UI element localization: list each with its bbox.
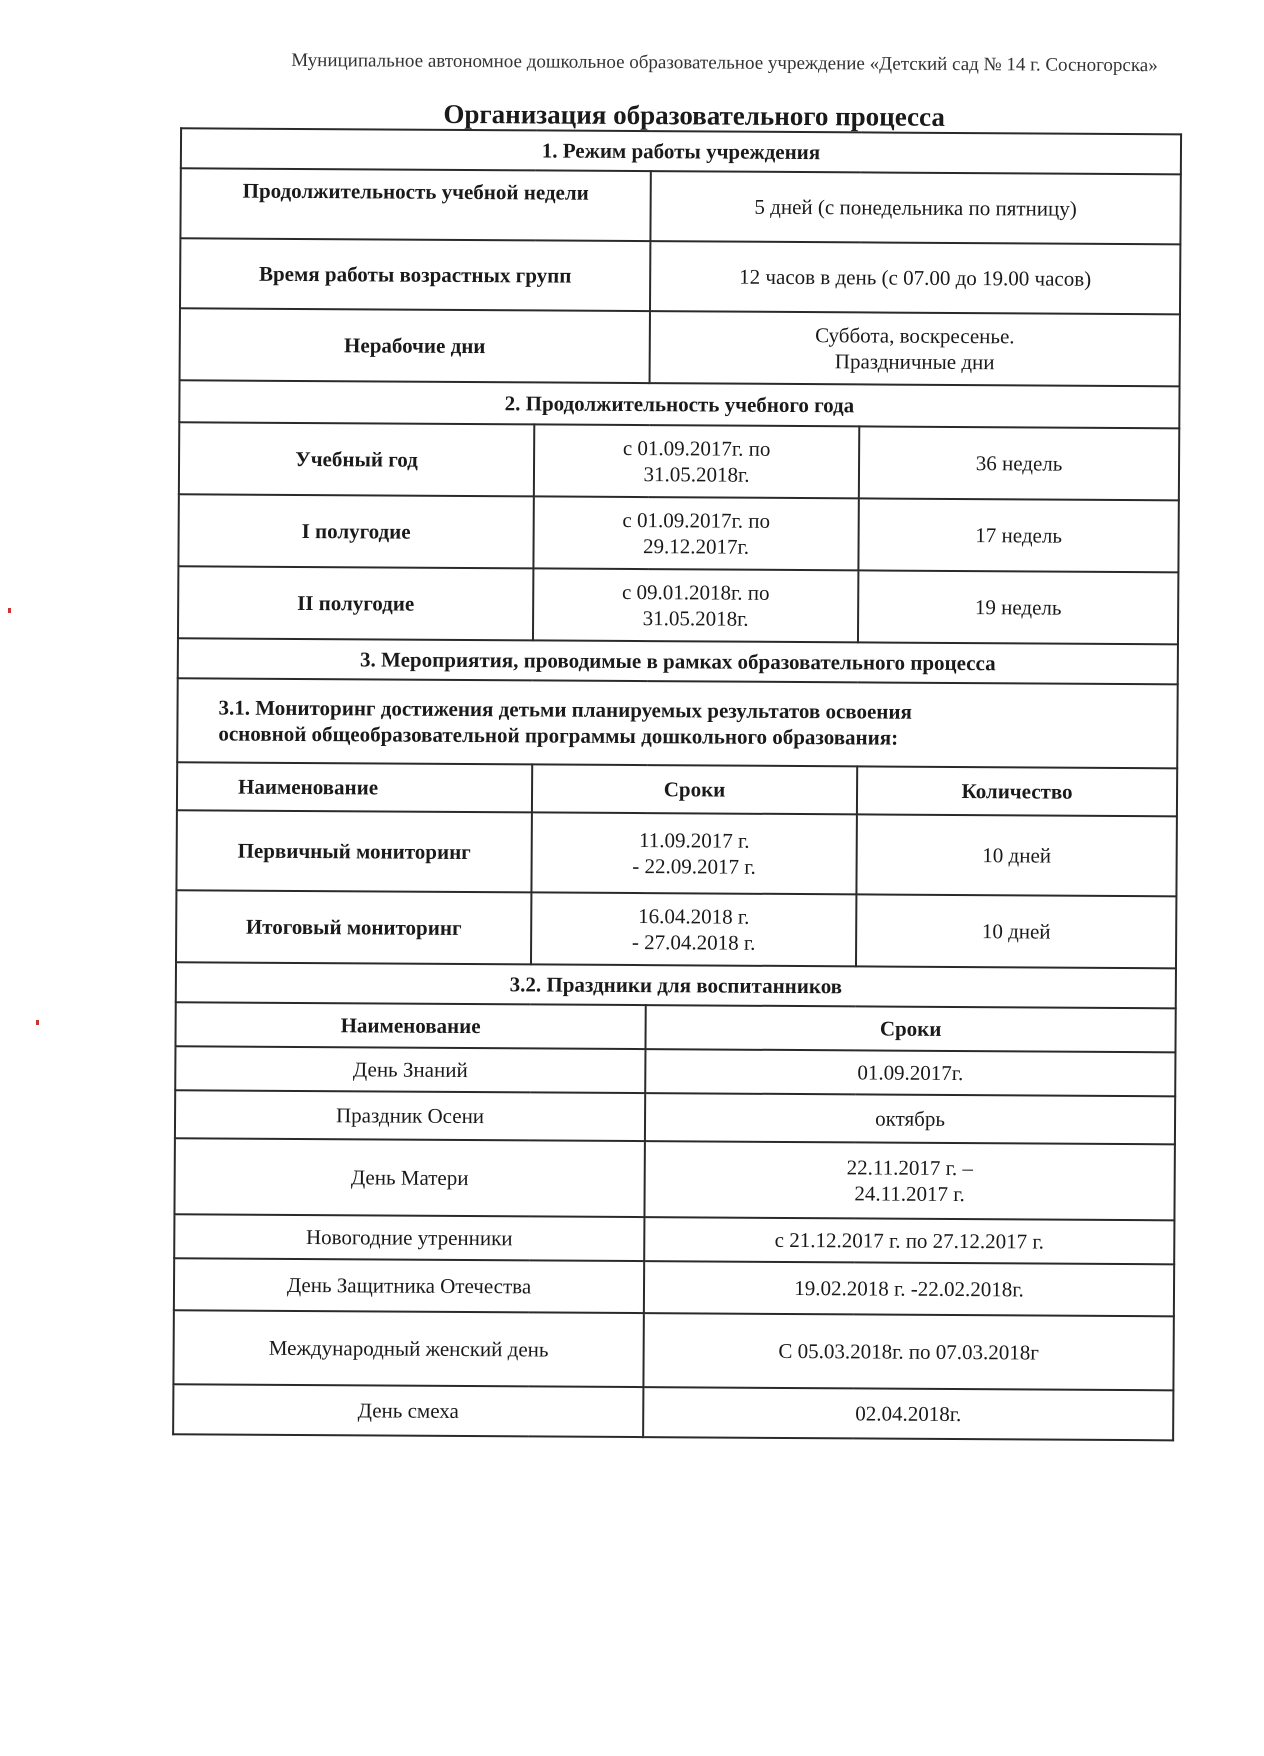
- holiday-row-7-dates: 02.04.2018г.: [643, 1387, 1173, 1440]
- holiday-row-4-dates: с 21.12.2017 г. по 27.12.2017 г.: [644, 1217, 1174, 1264]
- holiday-row-6-dates: С 05.03.2018г. по 07.03.2018г: [643, 1313, 1173, 1390]
- year-period: с 01.09.2017г. по 31.05.2018г.: [534, 424, 859, 498]
- holiday-row-1-name: День Знаний: [175, 1046, 645, 1093]
- holidays-title: 3.2. Праздники для воспитанников: [176, 962, 1176, 1008]
- holiday-row-6-name: Международный женский день: [173, 1310, 643, 1387]
- institution-header: Муниципальное автономное дошкольное образовательное учреждение «Детский сад № 14 г. Сосногорска»: [291, 49, 1158, 77]
- monitoring-row-2-dates: 16.04.2018 г. - 27.04.2018 г.: [531, 892, 856, 966]
- work-week-label: Продолжительность учебной недели: [180, 168, 650, 241]
- holiday-row-3-dates: 22.11.2017 г. – 24.11.2017 г.: [644, 1141, 1175, 1220]
- section2-title: 2. Продолжительность учебного года: [179, 380, 1179, 428]
- holiday-row-2-dates: октябрь: [645, 1093, 1175, 1144]
- year-label: Учебный год: [179, 422, 534, 496]
- monitoring-header-count: Количество: [857, 766, 1177, 816]
- monitoring-header-name: Наименование: [177, 762, 532, 812]
- process-table: [172, 127, 1182, 1441]
- scan-speck: [36, 1020, 39, 1025]
- half1-period: с 01.09.2017г. по 29.12.2017г.: [533, 496, 858, 570]
- monitoring-row-1-dates: 11.09.2017 г. - 22.09.2017 г.: [531, 812, 856, 894]
- monitoring-row-2-name: Итоговый мониторинг: [176, 890, 531, 964]
- holiday-row-5-name: День Защитника Отечества: [174, 1258, 644, 1313]
- days-off-label: Нерабочие дни: [180, 308, 650, 383]
- half2-label: II полугодие: [178, 566, 533, 640]
- section1-title: 1. Режим работы учреждения: [181, 128, 1181, 174]
- holiday-row-4-name: Новогодние утренники: [174, 1214, 644, 1261]
- monitoring-row-1-count: 10 дней: [856, 814, 1177, 896]
- holiday-row-5-dates: 19.02.2018 г. -22.02.2018г.: [644, 1261, 1174, 1316]
- holiday-row-3-name: День Матери: [174, 1138, 644, 1217]
- section3-title: 3. Мероприятия, проводимые в рамках образовательного процесса: [178, 638, 1178, 684]
- group-hours-label: Время работы возрастных групп: [180, 238, 650, 311]
- holiday-row-7-name: День смеха: [173, 1384, 643, 1437]
- half1-label: I полугодие: [178, 494, 533, 568]
- document-title: Организация образовательного процесса: [443, 98, 945, 132]
- scan-speck: [8, 608, 11, 613]
- work-week-value: 5 дней (с понедельника по пятницу): [650, 171, 1180, 244]
- days-off-value: Суббота, воскресенье. Праздничные дни: [650, 311, 1180, 386]
- holidays-header-name: Наименование: [175, 1002, 645, 1049]
- half2-duration: 19 недель: [858, 570, 1178, 644]
- monitoring-row-2-count: 10 дней: [856, 894, 1176, 968]
- monitoring-row-1-name: Первичный мониторинг: [176, 810, 531, 892]
- half1-duration: 17 недель: [858, 498, 1178, 572]
- half2-period: с 09.01.2018г. по 31.05.2018г.: [533, 568, 858, 642]
- monitoring-title: 3.1. Мониторинг достижения детьми планируемых результатов освоения основной общеобразовательной программы дошкольного образования:: [177, 678, 1178, 768]
- monitoring-header-dates: Сроки: [532, 764, 857, 814]
- holiday-row-2-name: Праздник Осени: [175, 1090, 645, 1141]
- group-hours-value: 12 часов в день (с 07.00 до 19.00 часов): [650, 241, 1180, 314]
- holidays-header-dates: Сроки: [645, 1005, 1175, 1052]
- year-duration: 36 недель: [859, 426, 1179, 500]
- holiday-row-1-dates: 01.09.2017г.: [645, 1049, 1175, 1096]
